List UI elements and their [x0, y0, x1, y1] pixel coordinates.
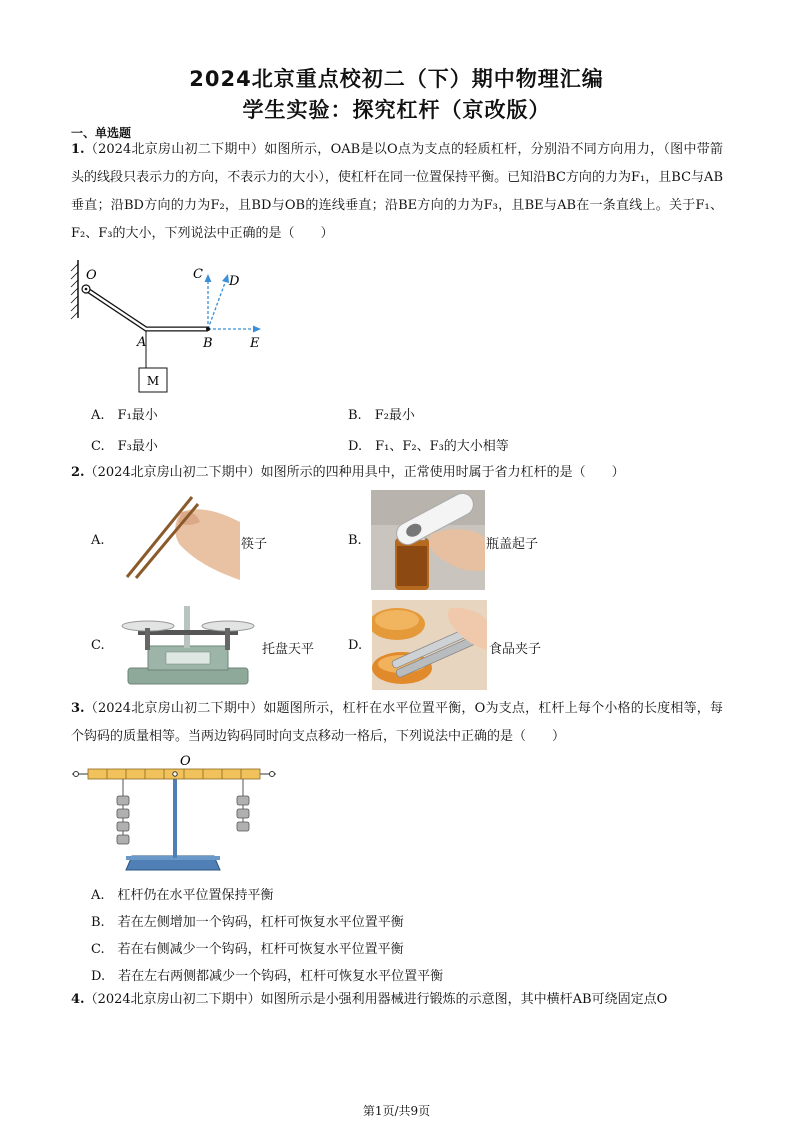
point-o-label: O: [86, 268, 97, 283]
option-text: F₁最小: [117, 408, 158, 423]
page-footer: 第1页/共9页: [362, 1104, 431, 1118]
q2-option-d-key[interactable]: D.: [348, 638, 363, 653]
bottle-opener-image: [371, 490, 485, 590]
document-title-line1: 2024北京重点校初二（下）期中物理汇编: [189, 67, 604, 91]
option-text: F₁、F₂、F₃的大小相等: [375, 439, 509, 454]
question-4-text: [71, 986, 723, 1014]
pivot-o-label: O: [180, 754, 191, 769]
question-number: 2.: [71, 465, 85, 480]
question-number: 1.: [71, 142, 85, 157]
question-number: 3.: [71, 701, 85, 716]
option-key: D.: [348, 439, 363, 454]
option-text: 杠杆仍在水平位置保持平衡: [117, 888, 274, 903]
option-key: C.: [91, 439, 105, 454]
question-stem: （2024北京房山初二下期中）如题图所示，杠杆在水平位置平衡，O为支点，杠杆上每个小格的长度相等，每个钩码的质量相等。当两边钩码同时向支点移动一格后，下列说法中正确的是（ ）: [71, 701, 723, 744]
question-2-text: [71, 459, 723, 487]
question-3-text: [71, 695, 723, 751]
point-a-label: A: [137, 335, 147, 350]
q1-option-c[interactable]: [91, 435, 158, 454]
point-c-label: C: [193, 267, 203, 282]
q2-option-d-label: 食品夹子: [489, 642, 542, 657]
q3-option-a[interactable]: [91, 884, 274, 903]
document-title-line2: 学生实验：探究杠杆（京改版）: [242, 98, 551, 122]
q2-option-c-label: 托盘天平: [262, 642, 315, 657]
q3-option-d[interactable]: [91, 965, 443, 984]
question-1-text: [71, 136, 723, 248]
chopsticks-image: [122, 492, 240, 582]
option-text: 若在左侧增加一个钩码，杠杆可恢复水平位置平衡: [117, 915, 404, 930]
option-key: A.: [91, 408, 105, 423]
question-stem: （2024北京房山初二下期中）如图所示的四种用具中，正常使用时属于省力杠杆的是（ ）: [84, 465, 625, 480]
q1-option-b[interactable]: [348, 404, 415, 423]
option-text: F₂最小: [374, 408, 415, 423]
lever-oab-figure: [70, 258, 270, 398]
balanced-lever-figure: [70, 752, 280, 876]
q2-option-b-label: 瓶盖起子: [486, 537, 539, 552]
point-d-label: D: [229, 274, 240, 289]
option-text: 若在左右两侧都减少一个钩码，杠杆可恢复水平位置平衡: [118, 969, 444, 984]
option-key: B.: [91, 915, 105, 930]
point-e-label: E: [250, 336, 260, 351]
option-text: 若在右侧减少一个钩码，杠杆可恢复水平位置平衡: [117, 942, 404, 957]
q2-option-b-key[interactable]: B.: [348, 533, 362, 548]
section-heading: 一、单选题: [71, 126, 132, 140]
question-stem: （2024北京房山初二下期中）如图所示是小强利用器械进行锻炼的示意图，其中横杆AB可绕固定点O: [84, 992, 668, 1007]
option-key: C.: [91, 942, 105, 957]
option-key: B.: [348, 408, 362, 423]
option-key: A.: [91, 888, 105, 903]
q3-option-c[interactable]: [91, 938, 404, 957]
balance-scale-image: [118, 600, 258, 690]
q1-option-d[interactable]: [348, 435, 509, 454]
q3-option-b[interactable]: [91, 911, 404, 930]
mass-label: M: [146, 374, 160, 388]
point-b-label: B: [203, 336, 213, 351]
q2-option-a-key[interactable]: A.: [91, 533, 105, 548]
option-key: D.: [91, 969, 106, 984]
question-number: 4.: [71, 992, 85, 1007]
question-stem: （2024北京房山初二下期中）如图所示，OAB是以O点为支点的轻质杠杆，分别沿不同方向用力，（图中带箭头的线段只表示力的方向，不表示力的大小），使杠杆在同一位置保持平衡。已知沿BC方向的力为F₁，且BC与AB垂直；沿BD方向的力为F₂，且BD与OB的连线垂直；沿BE方向的力为F₃，且BE与AB在一条直线上。关于F₁、F₂、F₃的大小，下列说法中正确的是（ ）: [71, 142, 723, 241]
q1-option-a[interactable]: [91, 404, 158, 423]
option-text: F₃最小: [117, 439, 158, 454]
q2-option-c-key[interactable]: C.: [91, 638, 105, 653]
q2-option-a-label: 筷子: [241, 537, 268, 552]
food-tongs-image: [372, 600, 487, 690]
